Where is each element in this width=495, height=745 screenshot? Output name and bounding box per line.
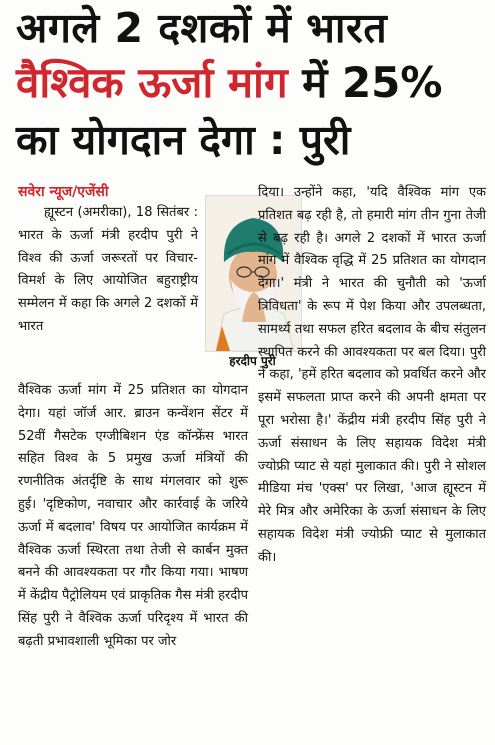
headline: [0, 0, 495, 180]
article-column-right: [258, 182, 486, 570]
headline-line-3: का योगदान देगा : पुरी: [16, 116, 351, 164]
article-column-left-top: [18, 182, 198, 339]
article-paragraph-2: वैश्विक ऊर्जा मांग में 25 प्रतिशत का योगदान देगा। यहां जॉर्ज आर. ब्राउन कन्वेंशन सेंटर में 52वीं गैसटेक एग्जीबिशन एंड कॉन्फ्रेंस भारत सहित विश्व के 5 प्रमुख ऊर्जा मंत्रियों की रणनीतिक अंतर्दृष्टि के साथ मंगलवार को शुरू हुई। 'दृष्टिकोण, नवाचार और कार्रवाई के जरिये ऊर्जा में बदलाव' विषय पर आयोजित कार्यक्रम में वैश्विक ऊर्जा स्थिरता तथा तेजी से कार्बन मुक्त बनने की आवश्यकता पर गौर किया गया। भाषण में केंद्रीय पैट्रोलियम एवं प्राकृतिक गैस मंत्री हरदीप सिंह पुरी ने वैश्विक ऊर्जा परिदृश्य में भारत की बढ़ती प्रभावशाली भूमिका पर जोर: [18, 383, 248, 649]
article-paragraph-1: ह्यूस्टन (अमरीका), 18 सितंबर : भारत के ऊर्जा मंत्री हरदीप पुरी ने विश्व की ऊर्जा जरूरतों पर विचार-विमर्श के लिए आयोजित बहुराष्ट्रीय सम्मेलन में कहा कि अगले 2 दशकों में भारत: [18, 205, 198, 334]
headline-line-2-tail: में 25%: [287, 58, 443, 107]
photo-caption: हरदीप पुरी: [229, 354, 276, 368]
article-column-left-bottom: [18, 380, 248, 654]
article-paragraph-3: दिया। उन्होंने कहा, 'यदि वैश्विक मांग एक प्रतिशत बढ़ रही है, तो हमारी मांग तीन गुना तेजी से बढ़ रही है। अगले 2 दशकों में भारत ऊर्जा मांग में वैश्विक वृद्धि में 25 प्रतिशत का योगदान देगा।' मंत्री ने भारत की चुनौती को 'ऊर्जा त्रिविधता' के रूप में पेश किया और उपलब्धता, सामर्थ्य तथा सफल हरित बदलाव के बीच संतुलन स्थापित करने की आवश्यकता पर बल दिया। पुरी ने कहा, 'हमें हरित बदलाव को प्रवर्धित करने और इसमें सफलता प्राप्त करने की अपनी क्षमता पर पूरा भरोसा है।' केंद्रीय मंत्री हरदीप सिंह पुरी ने ऊर्जा संसाधन के लिए सहायक विदेश मंत्री ज्योफ्री प्याट से यहां मुलाकात की। पुरी ने सोशल मीडिया मंच 'एक्स' पर लिखा, 'आज ह्यूस्टन में मेरे मित्र और अमेरिका के ऊर्जा संसाधन के लिए सहायक विदेश मंत्री ज्योफ्री प्याट से मुलाकात की।: [258, 185, 486, 565]
headline-line-2: [16, 58, 443, 107]
byline: सवेरा न्यूज/एजेंसी: [18, 184, 109, 200]
headline-highlight: वैश्विक ऊर्जा मांग: [16, 58, 288, 107]
headline-line-1: अगले 2 दशकों में भारत: [16, 4, 388, 52]
